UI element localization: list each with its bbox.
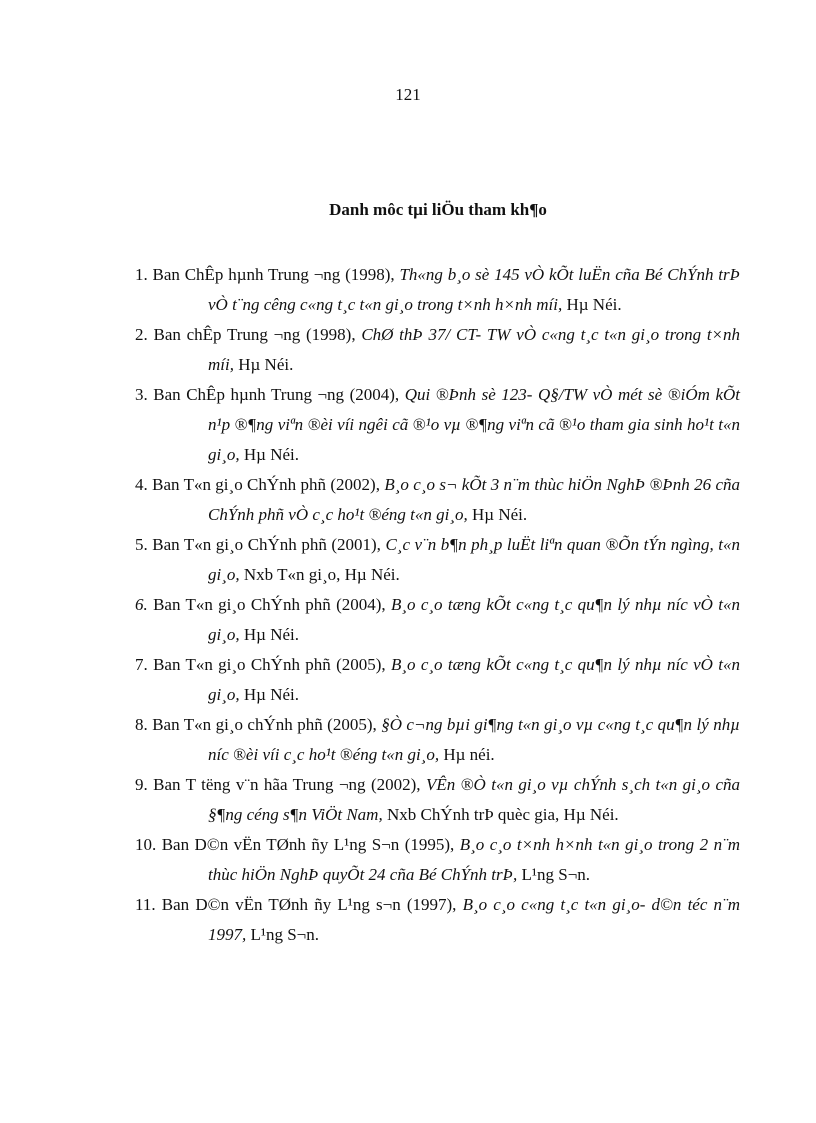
reference-item: [135, 710, 740, 770]
reference-item: [135, 380, 740, 470]
reference-item: [135, 590, 740, 650]
reference-publisher: Hµ Néi.: [243, 685, 300, 704]
page-number: 121: [395, 85, 421, 104]
reference-publisher: Hµ Néi.: [566, 295, 622, 314]
reference-title: B¸o c¸o s¬ kÕt 3 n¨m thùc hiÖn NghÞ ®Þnh 26 cña ChÝnh phñ vÒ c¸c ho¹t ®éng t«n gi¸o,: [208, 475, 741, 524]
reference-title: §Ò c¬ng bµi gi¶ng t«n gi¸o vµ c«ng t¸c qu¶n lý nhµ níc ®èi víi c¸c ho¹t ®éng t«n gi¸o,: [208, 715, 741, 764]
reference-author: Ban T«n gi¸o chÝnh phñ (2005),: [152, 715, 377, 734]
reference-title: C¸c v¨n b¶n ph¸p luËt liªn quan ®Õn tÝn ngìng, t«n gi¸o,: [208, 535, 741, 584]
reference-publisher: Hµ néi.: [443, 745, 495, 764]
reference-title: ChØ thÞ 37/ CT- TW vÒ c«ng t¸c t«n gi¸o trong t×nh míi,: [208, 325, 741, 374]
reference-title: B¸o c¸o tæng kÕt c«ng t¸c qu¶n lý nhµ níc vÒ t«n gi¸o,: [208, 595, 740, 644]
reference-item: [135, 770, 740, 830]
reference-number: 2.: [135, 325, 148, 344]
reference-item: [135, 530, 740, 590]
reference-publisher: Hµ Néi.: [472, 505, 528, 524]
reference-number: 9.: [135, 775, 148, 794]
reference-number: 11.: [135, 895, 156, 914]
reference-number: 4.: [135, 475, 148, 494]
reference-number: 8.: [135, 715, 148, 734]
reference-author: Ban D©n vËn TØnh ñy L¹ng S¬n (1995),: [161, 835, 455, 854]
reference-author: Ban T tëng v¨n hãa Trung ¬ng (2002),: [153, 775, 421, 794]
reference-title: B¸o c¸o c«ng t¸c t«n gi¸o- d©n téc n¨m 1997,: [208, 895, 740, 944]
reference-item: [135, 650, 740, 710]
reference-item: [135, 320, 740, 380]
reference-publisher: Hµ Néi.: [238, 355, 294, 374]
bibliography-heading: Danh môc tµi liÖu tham kh¶o: [329, 200, 547, 219]
reference-author: Ban T«n gi¸o ChÝnh phñ (2002),: [152, 475, 380, 494]
reference-item: [135, 890, 740, 950]
reference-author: Ban ChÊp hµnh Trung ¬ng (2004),: [153, 385, 400, 404]
reference-title: B¸o c¸o tæng kÕt c«ng t¸c qu¶n lý nhµ níc vÒ t«n gi¸o,: [208, 655, 740, 704]
reference-number: 5.: [135, 535, 148, 554]
reference-number: 10.: [135, 835, 157, 854]
reference-publisher: L¹ng S¬n.: [521, 865, 591, 884]
reference-author: Ban T«n gi¸o ChÝnh phñ (2001),: [152, 535, 381, 554]
reference-author: Ban ChÊp hµnh Trung ¬ng (1998),: [152, 265, 395, 284]
reference-number: 7.: [135, 655, 148, 674]
reference-title: Qui ®Þnh sè 123- Q§/TW vÒ mét sè ®iÓm kÕt n¹p ®¶ng viªn ®èi víi ngêi cã ®¹o vµ ®¶ng viªn cã ®¹o tham gia sinh ho¹t t«n gi¸o,: [208, 385, 741, 464]
reference-item: [135, 260, 740, 320]
reference-author: Ban T«n gi¸o ChÝnh phñ (2005),: [153, 655, 386, 674]
reference-publisher: L¹ng S¬n.: [250, 925, 320, 944]
reference-number: 1.: [135, 265, 148, 284]
reference-title: B¸o c¸o t×nh h×nh t«n gi¸o trong 2 n¨m thùc hiÖn NghÞ quyÕt 24 cña Bé ChÝnh trÞ,: [208, 835, 741, 884]
reference-author: Ban D©n vËn TØnh ñy L¹ng s¬n (1997),: [161, 895, 457, 914]
reference-title: Th«ng b¸o sè 145 vÒ kÕt luËn cña Bé ChÝnh trÞ vÒ t¨ng cêng c«ng t¸c t«n gi¸o trong t×nh h×nh míi,: [208, 265, 741, 314]
reference-item: [135, 830, 740, 890]
reference-list: [135, 260, 740, 950]
reference-publisher: Nxb ChÝnh trÞ quèc gia, Hµ Néi.: [386, 805, 619, 824]
reference-item: [135, 470, 740, 530]
reference-author: Ban chÊp Trung ¬ng (1998),: [153, 325, 356, 344]
reference-publisher: Hµ Néi.: [243, 445, 300, 464]
reference-publisher: Nxb T«n gi¸o, Hµ Néi.: [243, 565, 400, 584]
reference-title: VÊn ®Ò t«n gi¸o vµ chÝnh s¸ch t«n gi¸o cña §¶ng céng s¶n ViÖt Nam,: [208, 775, 741, 824]
reference-publisher: Hµ Néi.: [243, 625, 300, 644]
reference-number: 3.: [135, 385, 148, 404]
reference-number: 6.: [135, 595, 148, 614]
reference-author: Ban T«n gi¸o ChÝnh phñ (2004),: [153, 595, 386, 614]
